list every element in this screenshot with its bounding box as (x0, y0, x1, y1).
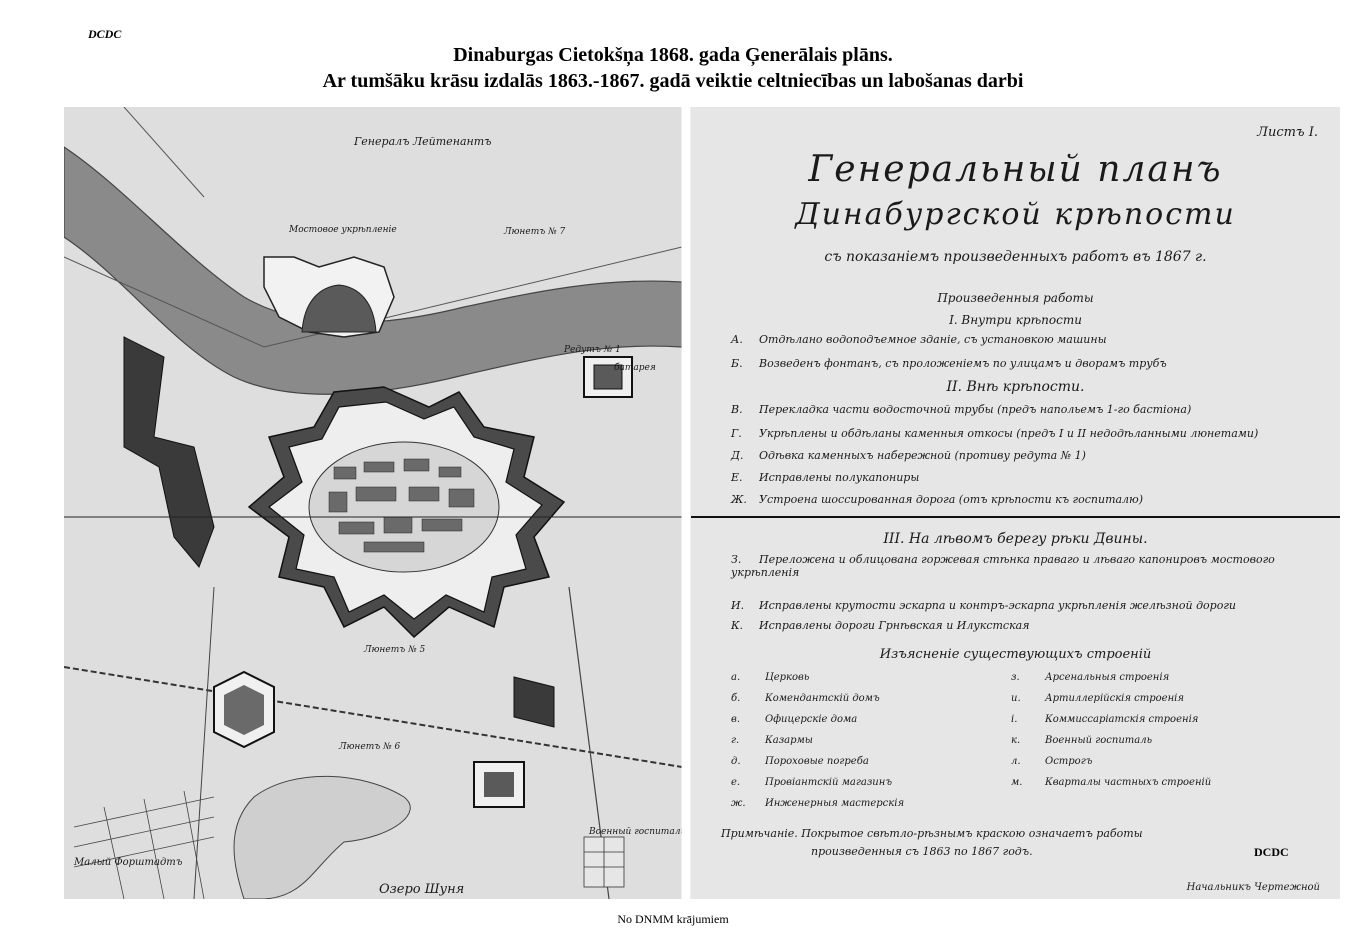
work-item-letter: К. (731, 619, 744, 632)
source-caption: No DNMM krājumiem (617, 912, 729, 926)
work-item-i (731, 599, 1236, 612)
work-item-a (731, 333, 1107, 346)
work-item-zh (731, 493, 1143, 506)
legend-text: Военный госпиталь (1045, 735, 1153, 746)
label-bridgehead: Мостовое укрѣпленіе (289, 225, 397, 235)
legend-text: Пороховые погреба (765, 756, 869, 767)
label-hospital: Военный госпиталь (589, 827, 686, 837)
label-lake-shunja: Озеро Шуня (379, 882, 465, 897)
legend-heading: Изъясненіе существующихъ строеній (879, 647, 1152, 662)
label-battery: батарея (614, 363, 656, 373)
label-lunette-7: Люнетъ № 7 (504, 227, 566, 237)
legend-letter: л. (1011, 756, 1021, 767)
work-item-z (731, 553, 1321, 579)
section-2-heading: II. Внѣ крѣпости. (946, 379, 1085, 395)
work-item-text: Устроена шоссированная дорога (отъ крѣпости къ госпиталю) (759, 493, 1144, 506)
corner-watermark-dcdc: DCDC (88, 27, 122, 41)
title-line-2: Ar tumšāku krāsu izdalās 1863.-1867. gadā veiktie celtniecības un labošanas darbi (322, 70, 1024, 92)
legend-left-item (731, 693, 880, 704)
legend-left-item (731, 735, 813, 746)
legend-letter: ж. (731, 798, 746, 809)
legend-left-item (731, 672, 809, 683)
work-item-text: Укрѣплены и обдѣланы каменныя откосы (предъ I и II недодѣланными люнетами) (759, 427, 1259, 440)
sheet-title-line-3: съ показаніемъ произведенныхъ работъ въ 1867 г. (824, 249, 1207, 265)
page-title-block (0, 42, 1346, 94)
legend-text: Инженерныя мастерскія (765, 798, 905, 809)
works-heading: Произведенныя работы (937, 291, 1094, 305)
note-line-1: Примѣчаніе. Покрытое свѣтло-рѣзнымъ краскою означаетъ работы (721, 827, 1143, 840)
work-item-letter: И. (731, 599, 745, 612)
work-item-g (731, 427, 1258, 440)
legend-left-item (731, 798, 904, 809)
work-item-text: Отдѣлано водоподъемное зданіе, съ установкою машины (759, 333, 1107, 346)
label-signature-top: Генералъ Лейтенантъ (354, 135, 492, 148)
label-suburb: Малый Форштадтъ (74, 857, 183, 868)
title-line-1: Dinaburgas Cietokšņa 1868. gada Ģenerālais plāns. (453, 44, 893, 66)
legend-text: Острогъ (1045, 756, 1093, 767)
legend-letter: а. (731, 672, 741, 683)
work-item-text: Перекладка части водосточной трубы (предъ напольемъ 1-го бастіона) (759, 403, 1192, 416)
work-item-letter: А. (731, 333, 743, 346)
legend-text: Арсенальныя строенія (1045, 672, 1170, 683)
work-item-e (731, 471, 919, 484)
work-item-text: Переложена и облицована горжевая стѣнка праваго и лѣваго капонировъ мостового укрѣпленія (731, 553, 1275, 579)
work-item-letter: Д. (731, 449, 744, 462)
sheet-title-line-1: Генеральный планъ (808, 149, 1223, 190)
work-item-letter: Е. (731, 471, 743, 484)
legend-letter: е. (731, 777, 741, 788)
work-item-k (731, 619, 1030, 632)
label-lunette-5: Люнетъ № 5 (364, 645, 426, 655)
legend-right-item (1011, 756, 1092, 767)
label-lunette-6: Люнетъ № 6 (339, 742, 401, 752)
legend-right-item (1011, 693, 1184, 704)
work-item-letter: Ж. (731, 493, 747, 506)
fortress-map (64, 107, 686, 899)
legend-letter: г. (731, 735, 740, 746)
legend-right-item (1011, 735, 1152, 746)
work-item-d (731, 449, 1086, 462)
legend-text: Казармы (765, 735, 813, 746)
historic-map-plate (64, 107, 1340, 899)
section-3-heading: III. На лѣвомъ берегу рѣки Двины. (883, 531, 1148, 547)
legend-letter: в. (731, 714, 740, 725)
legend-text: Кварталы частныхъ строеній (1045, 777, 1212, 788)
legend-right-item (1011, 777, 1211, 788)
work-item-b (731, 357, 1167, 370)
sheet-title-line-2: Динабургской крѣпости (795, 197, 1236, 232)
legend-text: Комендантскій домъ (765, 693, 880, 704)
legend-letter: к. (1011, 735, 1021, 746)
work-item-text: Исправлены крутости эскарпа и контръ-эскарпа укрѣпленія желѣзной дороги (759, 599, 1236, 612)
watermark-dcdc-right: DCDC (1254, 845, 1289, 859)
label-redoubt-1: Редутъ № 1 (564, 345, 621, 355)
note-line-2: произведенныя съ 1863 по 1867 годъ. (811, 845, 1033, 858)
legend-letter: і. (1011, 714, 1018, 725)
legend-left-item (731, 756, 869, 767)
legend-left-item (731, 714, 857, 725)
work-item-letter: Г. (731, 427, 742, 440)
work-item-v (731, 403, 1191, 416)
legend-text: Офицерскіе дома (765, 714, 858, 725)
sheet-signature: Начальникъ Чертежной (1186, 882, 1320, 893)
legend-text: Провіантскій магазинъ (765, 777, 892, 788)
work-item-text: Исправлены дороги Грнѣвская и Илукстская (759, 619, 1030, 632)
work-item-text: Исправлены полукапониры (759, 471, 920, 484)
legend-letter: з. (1011, 672, 1020, 683)
work-item-letter: В. (731, 403, 743, 416)
legend-letter: м. (1011, 777, 1023, 788)
work-item-letter: З. (731, 553, 742, 566)
hospital-block (584, 837, 624, 887)
legend-right-item (1011, 714, 1198, 725)
section-1-heading: I. Внутри крѣпости (949, 313, 1082, 327)
work-item-letter: Б. (731, 357, 743, 370)
legend-letter: д. (731, 756, 741, 767)
legend-left-item (731, 777, 892, 788)
work-item-text: Возведенъ фонтанъ, съ проложеніемъ по улицамъ и дворамъ трубъ (759, 357, 1167, 370)
legend-right-item (1011, 672, 1169, 683)
legend-letter: б. (731, 693, 741, 704)
sheet-number: Листъ I. (1257, 125, 1318, 140)
legend-text: Церковь (765, 672, 810, 683)
work-item-text: Одѣвка каменныхъ набережной (противу редута № 1) (759, 449, 1086, 462)
legend-text: Коммиссаріатскія строенія (1045, 714, 1199, 725)
legend-letter: и. (1011, 693, 1021, 704)
legend-text: Артиллерійскія строенія (1045, 693, 1184, 704)
legend-sheet (691, 107, 1340, 899)
